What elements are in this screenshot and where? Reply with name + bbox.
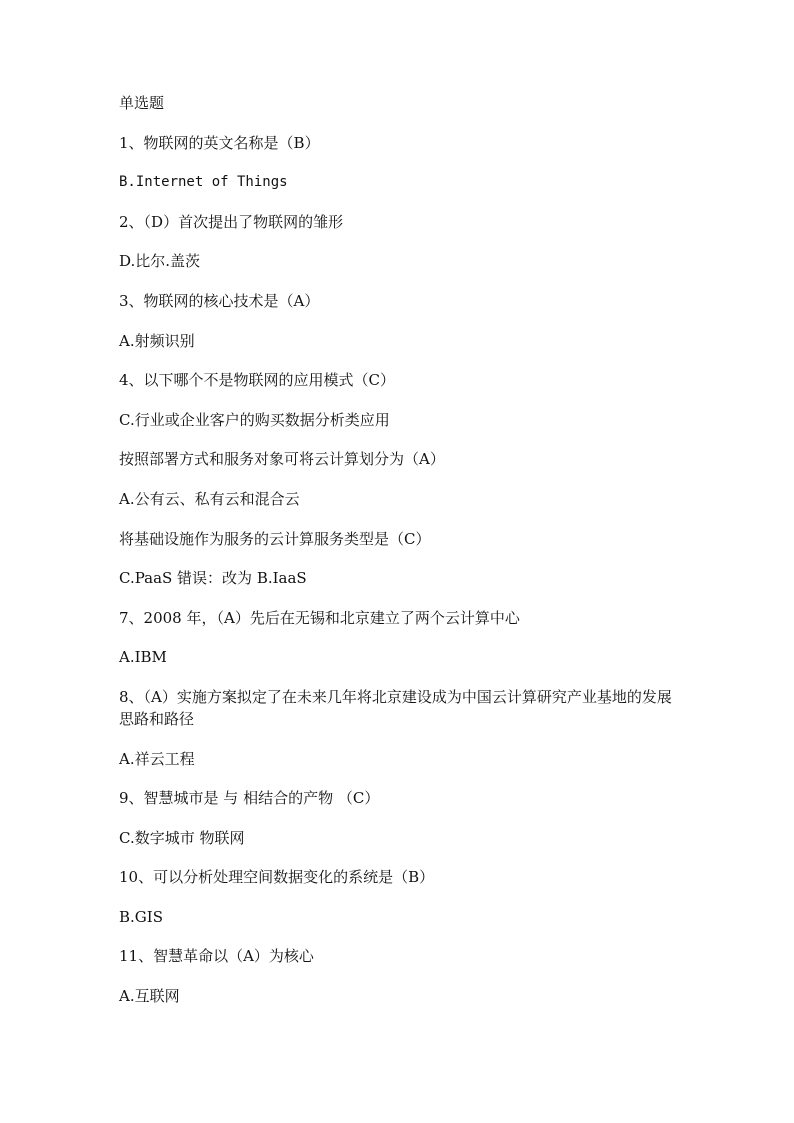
answer-6: C.PaaS 错误：改为 B.IaaS: [119, 569, 307, 588]
answer-11: A.互联网: [119, 987, 180, 1006]
question-10: 10、可以分析处理空间数据变化的系统是（B）: [119, 868, 435, 887]
question-1: 1、物联网的英文名称是（B）: [119, 133, 320, 152]
question-4: 4、以下哪个不是物联网的应用模式（C）: [119, 371, 396, 390]
question-11: 11、智慧革命以（A）为核心: [119, 947, 314, 966]
answer-10: B.GIS: [119, 907, 163, 926]
question-6: 将基础设施作为服务的云计算服务类型是（C）: [119, 529, 431, 548]
answer-3: A.射频识别: [119, 331, 195, 350]
answer-4: C.行业或企业客户的购买数据分析类应用: [119, 410, 390, 429]
answer-9: C.数字城市 物联网: [119, 828, 245, 847]
question-8: 8、（A）实施方案拟定了在未来几年将北京建设成为中国云计算研究产业基地的发展思路和路径: [119, 687, 672, 728]
section-title: 单选题: [119, 94, 165, 112]
answer-2: D.比尔.盖茨: [119, 252, 201, 271]
question-5: 按照部署方式和服务对象可将云计算划分为（A）: [119, 450, 445, 469]
answer-5: A.公有云、私有云和混合云: [119, 489, 300, 508]
question-3: 3、物联网的核心技术是（A）: [119, 291, 320, 310]
question-2: 2、（D）首次提出了物联网的雏形: [119, 212, 344, 231]
document-body: [119, 92, 679, 1025]
answer-8: A.祥云工程: [119, 749, 195, 768]
answer-1: B.Internet of Things: [119, 174, 288, 191]
answer-7: A.IBM: [119, 648, 167, 667]
question-9: 9、智慧城市是 与 相结合的产物 （C）: [119, 789, 380, 808]
question-7: 7、2008 年，（A）先后在无锡和北京建立了两个云计算中心: [119, 608, 520, 627]
